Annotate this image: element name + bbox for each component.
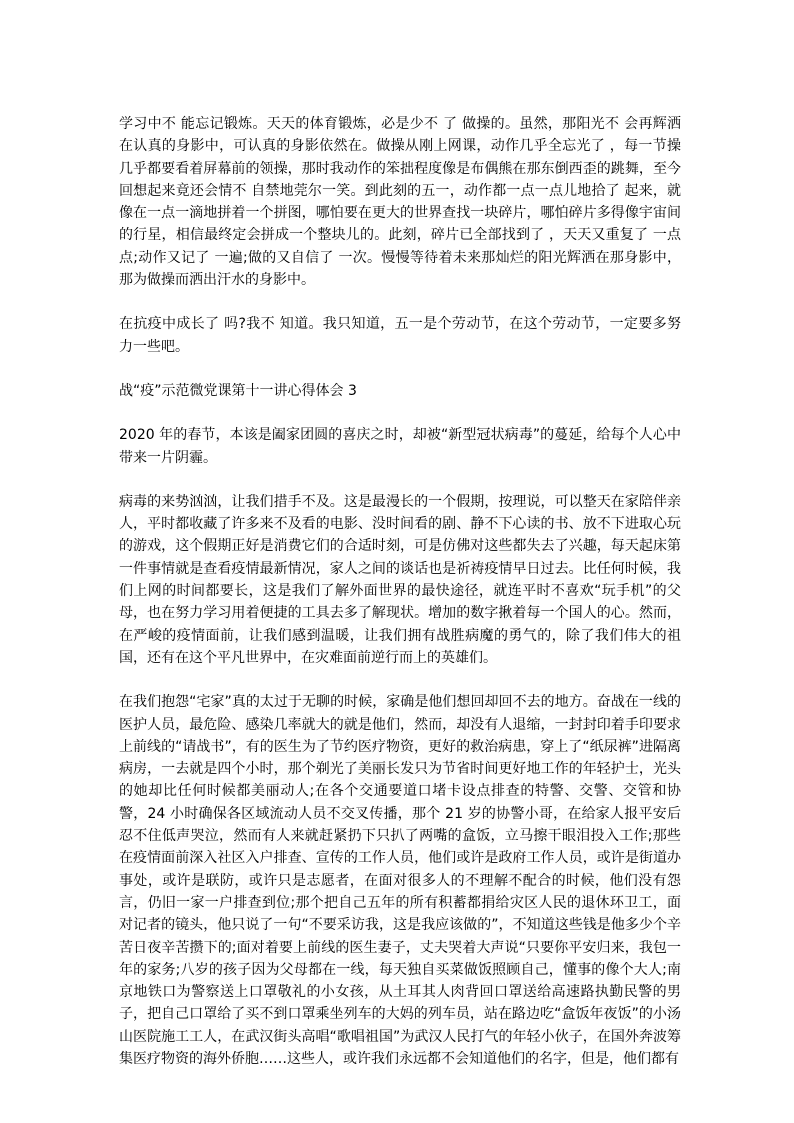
paragraph-labor-day: 在抗疫中成长了 吗?我不 知道。我只知道，五一是个劳动节，在这个劳动节，一定要多努力一些吧。 [119,316,681,355]
section-heading: 战“疫”示范微党课第十一讲心得体会 3 [119,382,357,399]
paragraph-virus: 病毒的来势汹汹，让我们措手不及。这是最漫长的一个假期，按理说，可以整天在家陪伴亲人，平时都收藏了许多来不及看的电影、没时间看的剧、静不下心读的书、放不下进取心玩的游戏，这个假期正好是消费它们的合适时刻，可是仿佛对这些都失去了兴趣，每天起床第一件事情就是查看疫情最新情况，家人之间的谈话也是祈祷疫情早日过去。比任何时候，我们上网的时间都要长，这是我们了解外面世界的最快途径，就连平时不喜欢“玩手机”的父母，也在努力学习用着便捷的工具去多了解现状。增加的数字揪着每一个国人的心。然而，在严峻的疫情面前，让我们感到温暖，让我们拥有战胜病魔的勇气的，除了我们伟大的祖国，还有在这个平凡世界中，在灾难面前逆行而上的英雄们。 [119,493,681,666]
paragraph-heroes: 在我们抱怨“宅家”真的太过于无聊的时候，家确是他们想回却回不去的地方。奋战在一线的医护人员，最危险、感染几率就大的就是他们，然而，却没有人退缩，一封封印着手印要求上前线的“请战书”，有的医生为了节约医疗物资，更好的救治病患，穿上了“纸尿裤”进隔离病房，一去就是四个小时，那个剃光了美丽长发只为节省时间更好地工作的年轻护士，光头的她却比任何时候都美丽动人;在各个交通要道口堵卡设点排查的特警、交警、交管和协警，24 小时确保各区域流动人员不交叉传播，那个 21 岁的协警小哥，在给家人报平安后忍不住低声哭泣，然而有人来就赶紧扔下只扒了两嘴的盒饭，立马擦干眼泪投入工作;那些在疫情面前深入社区入户排查、宣传的工作人员，他们或许是政府工作人员，或许是街道办事处，或许是联防，或许只是志愿者，在面对很多人的不理解不配合的时候，他们没有怨言，仍旧一家一户排查到位;那个把自己五年的所有积蓄都捐给灾区人民的退休环卫工，面对记者的镜头，他只说了一句“不要采访我，这是我应该做的”，不知道这些钱是他多少个辛苦日夜辛苦攒下的;面对着要上前线的医生妻子，丈夫哭着大声说“只要你平安归来，我包一年的家务;八岁的孩子因为父母都在一线，每天独自买菜做饭照顾自己，懂事的像个大人;南京地铁口为警察送上口罩敬礼的小女孩，从土耳其人肉背回口罩送给高速路执勤民警的男子，把自己口罩给了买不到口罩乘坐列车的大妈的列车员，站在路边吃“盒饭年夜饭”的小汤山医院施工工人，在武汉街头高唱“歌唱祖国”为武汉人民打气的年轻小伙子，在国外奔波筹集医疗物资的海外侨胞……这些人，或许我们永远都不会知道他们的名字，但是，他们都有 [119,694,681,1067]
paragraph-spring-festival: 2020 年的春节，本该是阖家团圆的喜庆之时，却被“新型冠状病毒”的蔓延，给每个人心中带来一片阴霾。 [119,427,681,466]
document-body [119,113,681,1092]
paragraph-exercise: 学习中不 能忘记锻炼。天天的体育锻炼，必是少不 了 做操的。虽然，那阳光不 会再辉洒在认真的身影中，可认真的身影依然在。做操从刚上网课，动作几乎全忘光了 ，每一节操几乎都要看着屏幕前的领操，那时我动作的笨拙程度像是布偶熊在那东倒西歪的跳舞，至今回想起来竟还会情不 自禁地莞尔一笑。到此刻的五一，动作都一点一点儿地拾了 起来，就像在一点一滴地拼着一个拼图，哪怕要在更大的世界查找一块碎片，哪怕碎片多得像宇宙间的行星，相信最终定会拼成一个整块儿的。此刻，碎片已全部找到了 ，天天又重复了 一点点;动作又记了 一遍;做的又自信了 一次。慢慢等待着未来那灿烂的阳光辉洒在那身影中，那为做操而洒出汗水的身影中。 [119,116,681,289]
